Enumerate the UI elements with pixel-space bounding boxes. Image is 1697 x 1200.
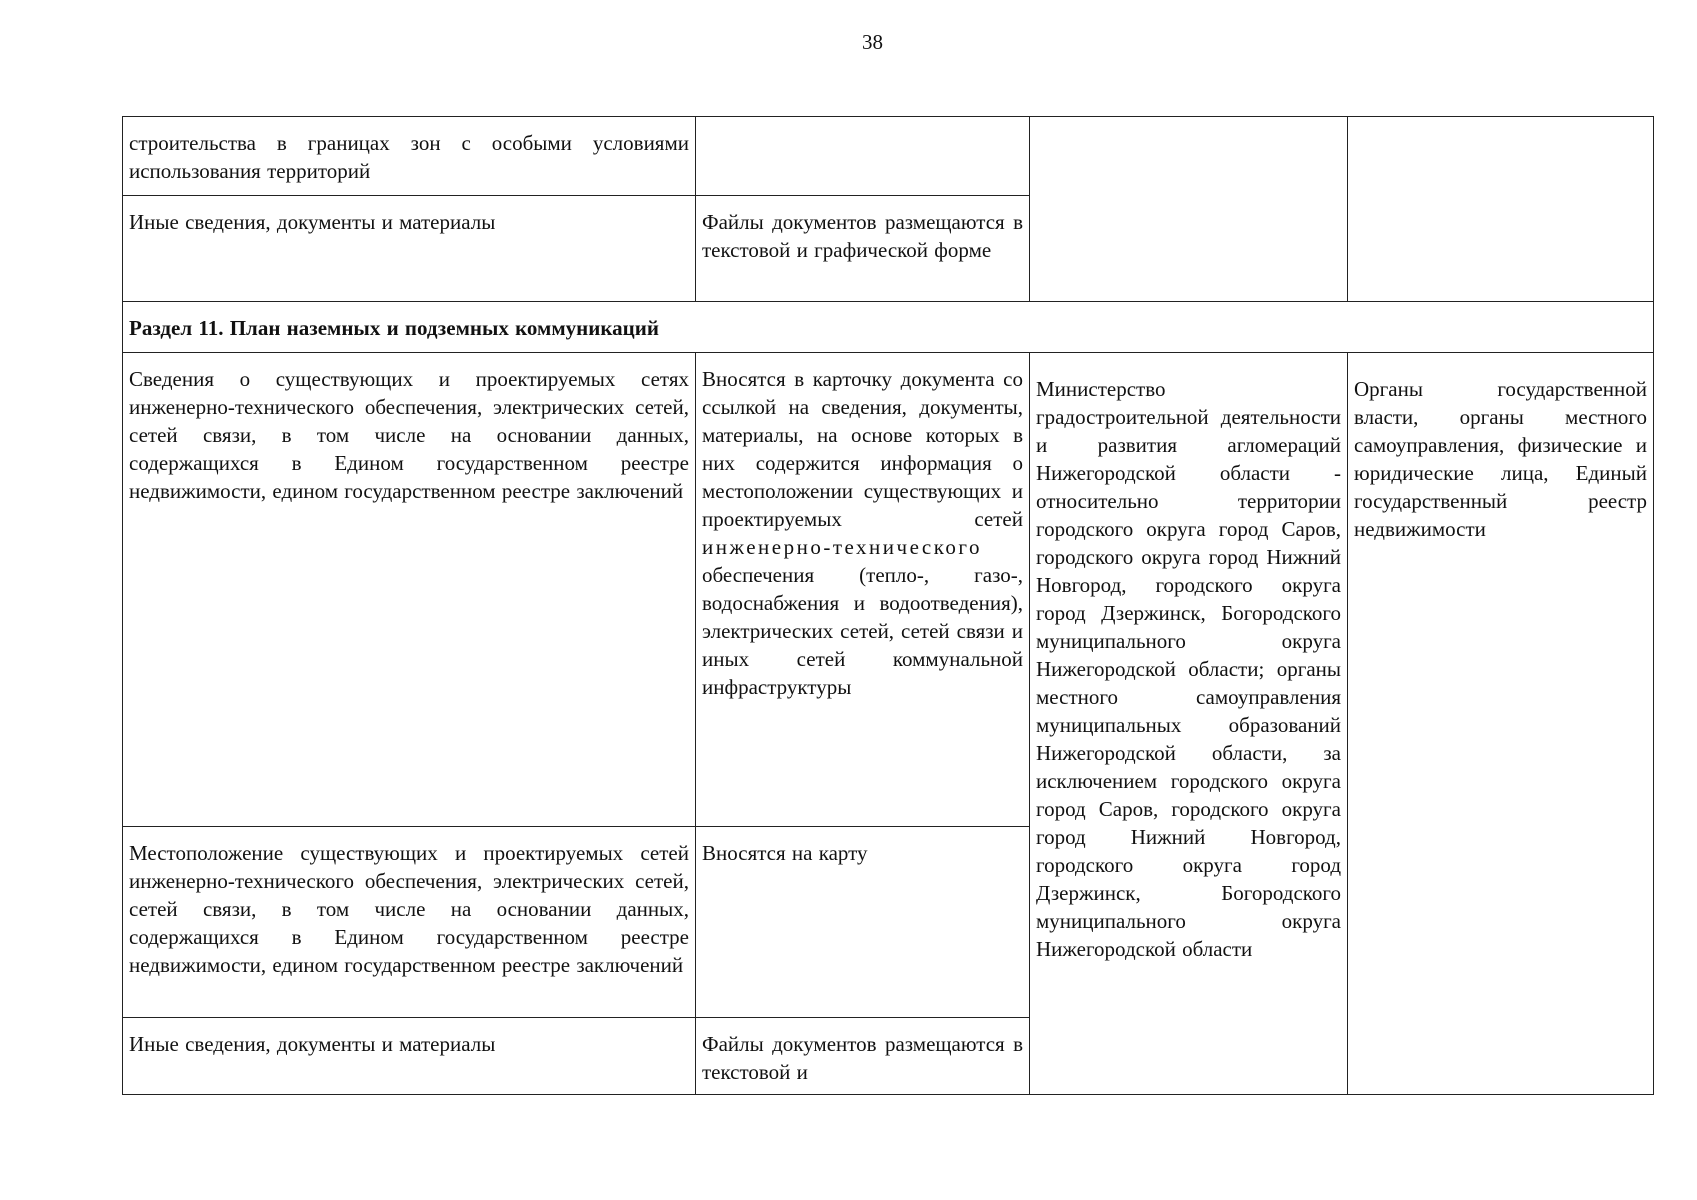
entry-method-text-continued: обеспечения (тепло-, газо-, водоснабжения и водоотведения), электрических сетей, сетей связи и иных сетей коммунальной инфраструктуры <box>702 563 1023 699</box>
section-title: Раздел 11. План наземных и подземных коммуникаций <box>123 302 1654 353</box>
table-row <box>123 117 1654 196</box>
page-number: 38 <box>862 30 883 54</box>
cell-entry-method: Файлы документов размещаются в текстовой и графической форме <box>696 196 1030 302</box>
cell-entry-method <box>696 117 1030 196</box>
register-table <box>122 116 1654 1095</box>
cell-entry-method: Файлы документов размещаются в текстовой и <box>696 1018 1030 1095</box>
cell-content-type: Иные сведения, документы и материалы <box>123 196 696 302</box>
cell-content-type: строительства в границах зон с особыми условиями использования территорий <box>123 117 696 196</box>
cell-content-type: Местоположение существующих и проектируемых сетей инженерно-технического обеспечения, электрических сетей, сетей связи, в том числе на основании данных, содержащихся в Едином государственном реестре недвижимости, едином государственном реестре заключений <box>123 827 696 1018</box>
cell-content-type: Иные сведения, документы и материалы <box>123 1018 696 1095</box>
section-row <box>123 302 1654 353</box>
cell-recipients <box>1348 117 1654 302</box>
cell-responsible-body <box>1030 117 1348 302</box>
cell-entry-method: Вносятся на карту <box>696 827 1030 1018</box>
responsible-body-text: Министерство градостроительной деятельности и развития агломераций Нижегородской области - относительно территории городского округа город Саров, городского округа город Нижний Новгород, городского округа город Дзержинск, Богородского муниципального округа Нижегородской области; органы местного самоуправления муниципальных образований Нижегородской области, за исключением городского округа город Саров, городского округа город Нижний Новгород, городского округа город Дзержинск, Богородского муниципального округа Нижегородской области <box>1036 377 1341 961</box>
cell-recipients <box>1348 353 1654 1095</box>
table-row <box>123 353 1654 827</box>
entry-method-text: Вносятся в карточку документа со ссылкой на сведения, документы, материалы, на основе которых в них содержится информация о местоположении существующих и проектируемых сетей <box>702 367 1023 531</box>
cell-content-type: Сведения о существующих и проектируемых сетях инженерно-технического обеспечения, электрических сетей, сетей связи, в том числе на основании данных, содержащихся в Едином государственном реестре недвижимости, едином государственном реестре заключений <box>123 353 696 827</box>
cell-responsible-body <box>1030 353 1348 1095</box>
recipients-text: Органы государственной власти, органы местного самоуправления, физические и юридические лица, Единый государственный реестр недвижимости <box>1354 377 1647 541</box>
cell-entry-method <box>696 353 1030 827</box>
entry-method-spaced-text: инженерно-технического <box>702 535 982 559</box>
